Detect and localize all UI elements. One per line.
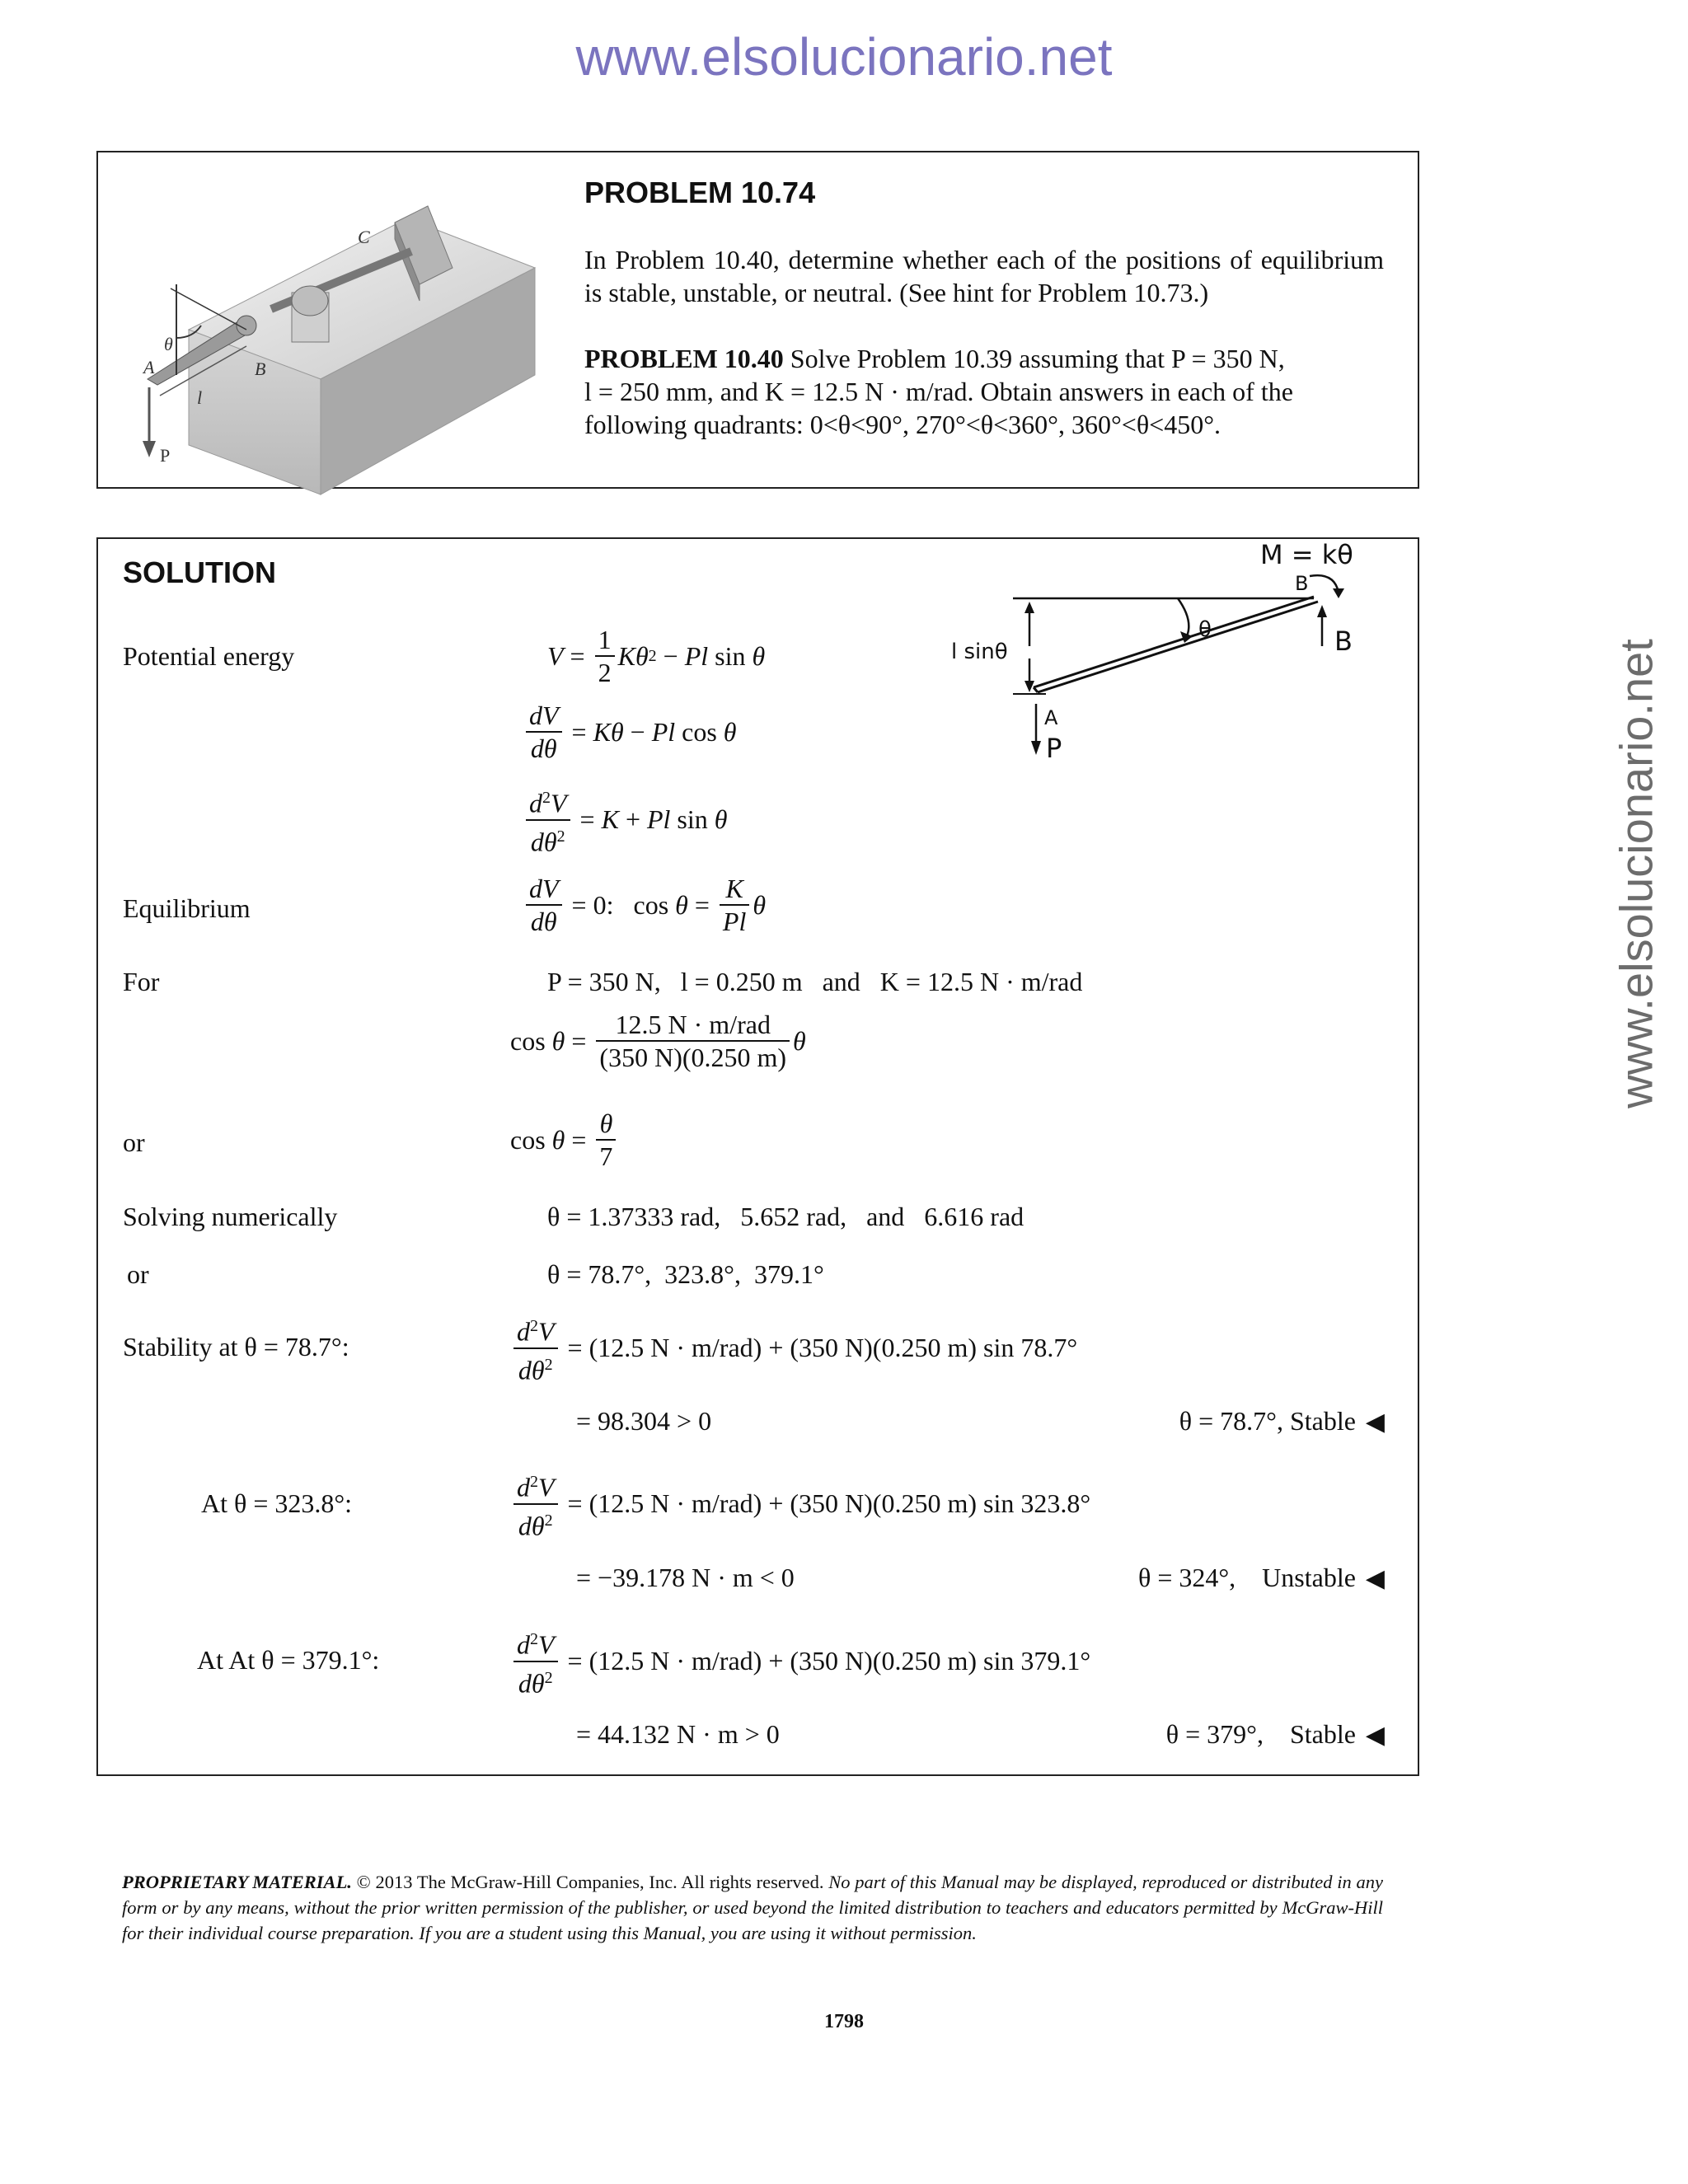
page-number: 1798 [824, 2011, 864, 2032]
solution-box [96, 537, 1419, 1776]
answer-787-text: θ = 78.7°, Stable [1179, 1406, 1356, 1436]
sketch-b-force: B [1334, 626, 1353, 657]
label-p: P [160, 445, 171, 466]
sketch-b-top: B [1295, 572, 1309, 595]
problem-title: PROBLEM 10.74 [584, 176, 816, 209]
eq-potential-energy: V = $\frac{1}{2}$ Kθ 2 − Pl sin θ [547, 625, 766, 687]
label-or-1: or [123, 1127, 145, 1157]
eq-first-derivative: $\frac{dV}{d\theta}$ = Kθ − Pl cos θ [523, 700, 737, 764]
roots-degrees: θ = 78.7°, 323.8°, 379.1° [547, 1259, 824, 1289]
label-c: C [358, 227, 370, 247]
ref-text-2: l = 250 mm, and K = 12.5 N · m/rad. Obtain answers in each of the [584, 377, 1293, 406]
label-theta: θ [164, 334, 173, 354]
value-3791: = 44.132 N · m > 0 [576, 1719, 780, 1749]
ref-problem-title: PROBLEM 10.40 [584, 344, 784, 373]
problem-text: In Problem 10.40, determine whether each of the positions of equilibrium is stable, unstable, or neutral. (See hint for Problem 10.73.) [584, 245, 1384, 307]
eq-equilibrium: $\frac{dV}{d\theta}$ = 0: cos θ = $\frac{K}{Pl}$ θ [523, 873, 766, 937]
label-for: For [123, 967, 160, 996]
answer-marker-icon: ◀ [1365, 1408, 1385, 1436]
solution-title: SOLUTION [123, 555, 276, 589]
eq-stability-3791: $\frac{d^2V}{d\theta^2}$ = (12.5 N · m/rad) + (350 N)(0.250 m) sin 379.1° [510, 1624, 1090, 1699]
answer-marker-icon: ◀ [1365, 1722, 1385, 1749]
answer-3791-text: θ = 379°, Stable [1165, 1719, 1356, 1749]
given-values: P = 350 N, l = 0.250 m and K = 12.5 N · m/rad [547, 967, 1083, 996]
copyright-footer [122, 1869, 1383, 1946]
label-at-3238: At θ = 323.8°: [201, 1488, 353, 1518]
eq-second-derivative: $\frac{d^2V}{d\theta^2}$ = K + Pl sin θ [523, 782, 727, 857]
label-at-3791: At At θ = 379.1°: [197, 1645, 380, 1675]
answer-3238 [1138, 1561, 1385, 1596]
value-3238: = −39.178 N · m < 0 [576, 1563, 795, 1592]
label-l: l [197, 387, 203, 408]
label-or-2: or [127, 1259, 149, 1289]
label-b: B [255, 359, 266, 379]
roots-radians: θ = 1.37333 rad, 5.652 rad, and 6.616 rad [547, 1202, 1025, 1231]
sketch-theta: θ [1198, 617, 1212, 642]
eq-stability-787: $\frac{d^2V}{d\theta^2}$ = (12.5 N · m/rad) + (350 N)(0.250 m) sin 78.7° [510, 1310, 1077, 1385]
footer-lead: PROPRIETARY MATERIAL. [122, 1872, 352, 1892]
cos-denominator: (350 N)(0.250 m) [599, 1043, 787, 1072]
footer-notice: No part of this Manual may be displayed, reproduced or distributed in any form or by any means, without the prior written permission of the publisher, or used beyond the limited distribution to teachers and educators permitted by McGraw-Hill for their individual course preparation. If you are a student using this Manual, you are using it without permission. [122, 1872, 1383, 1943]
eval-3238: = (12.5 N · m/rad) + (350 N)(0.250 m) sin 323.8° [567, 1488, 1091, 1519]
ref-text-1: Solve Problem 10.39 assuming that P = 350 N, [790, 344, 1285, 373]
eq-cos-simplified: cos θ = $\frac{\theta}{7}$ [510, 1108, 619, 1172]
answer-marker-icon: ◀ [1365, 1565, 1385, 1592]
sketch-p: P [1046, 733, 1062, 764]
problem-box [96, 151, 1419, 489]
sketch-lsin: l sinθ [951, 640, 1008, 664]
cos-numerator: 12.5 N · m/rad [596, 1009, 790, 1042]
eval-3791: = (12.5 N · m/rad) + (350 N)(0.250 m) sin 379.1° [567, 1646, 1091, 1676]
eq-stability-3238: $\frac{d^2V}{d\theta^2}$ = (12.5 N · m/rad) + (350 N)(0.250 m) sin 323.8° [510, 1466, 1090, 1541]
answer-3791 [1166, 1718, 1385, 1752]
eval-787: = (12.5 N · m/rad) + (350 N)(0.250 m) sin 78.7° [567, 1333, 1078, 1363]
watermark-top: www.elsolucionario.net [575, 27, 1113, 87]
sketch-moment: M = kθ [1260, 539, 1353, 570]
label-stability-787: Stability at θ = 78.7°: [123, 1332, 349, 1361]
watermark-side: www.elsolucionario.net [1610, 639, 1662, 1108]
free-body-sketch [951, 539, 1376, 844]
label-solving: Solving numerically [123, 1202, 338, 1231]
eq-cos-substituted: cos θ = $\frac{\text{12.5 N · m/rad}}{(350 N)(0.250 m)}$ θ [510, 1010, 806, 1072]
value-787: = 98.304 > 0 [576, 1406, 712, 1436]
sketch-a: A [1044, 706, 1058, 729]
ref-text-3: following quadrants: 0<θ<90°, 270°<θ<360°, 360°<θ<450°. [584, 410, 1221, 439]
answer-3238-text: θ = 324°, Unstable [1138, 1563, 1356, 1592]
mechanism-figure [106, 169, 617, 474]
answer-787 [1179, 1404, 1385, 1439]
label-equilibrium: Equilibrium [123, 893, 251, 923]
ref-line-1 [584, 342, 1285, 375]
footer-copyright: © 2013 The McGraw-Hill Companies, Inc. All rights reserved. [351, 1872, 829, 1892]
label-potential-energy: Potential energy [123, 641, 295, 671]
label-a: A [143, 357, 155, 377]
